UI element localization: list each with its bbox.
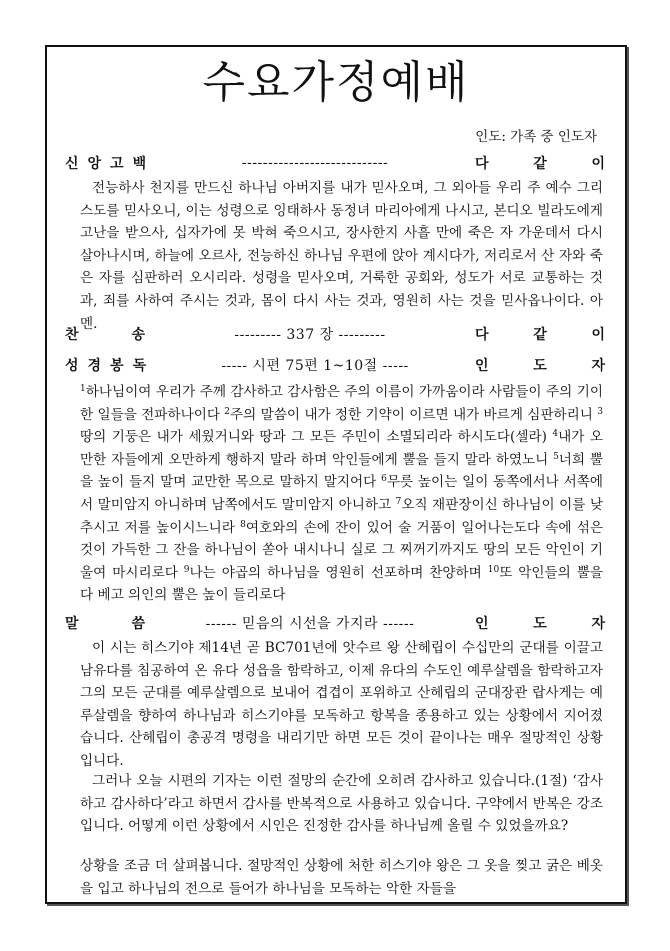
response-char: 인 xyxy=(475,616,489,632)
verse-text: 또 악인들의 뿔을 다 베고 의인의 뿔은 높이 들리로다 xyxy=(80,564,603,604)
verse-number: 9 xyxy=(183,564,190,575)
response-char: 도 xyxy=(533,616,547,632)
sermon-response xyxy=(475,613,605,633)
sermon-label-left: 말 xyxy=(65,616,79,632)
hymn-label xyxy=(65,324,145,344)
creed-text: 전능하사 천지를 만드신 하나님 아버지를 내가 믿사오며, 그 외아들 우리 주 예수 그리스도를 믿사오니, 이는 성령으로 잉태하사 동정녀 마리아에게 나시고, 본디오 빌라도에게 고난을 받으사, 십자가에 못 박혀 죽으시고, 장사한지 사흘 만에 죽은 자 가운데서 다시 살아나시며, 하늘에 오르사, 전능하신 하나님 우편에 앉아 계시다가, 저리로서 산 자와 죽은 자를 심판하러 오시리라. 성령을 믿사오며, 거룩한 공회와, 성도가 서로 교통하는 것과, 죄를 사하여 주시는 것과, 몸이 다시 사는 것과, 영원히 사는 것을 믿사옵나이다. 아멘. xyxy=(80,180,603,332)
verse-text: 땅의 기둥은 내가 세웠거니와 땅과 그 모든 주민이 소멸되리라 하시도다(셀라) xyxy=(80,429,553,446)
sermon-heading xyxy=(65,612,605,634)
hymn-label-left: 찬 xyxy=(65,327,79,343)
leader-line: 인도: 가족 중 인도자 xyxy=(475,129,597,145)
sermon-paragraph: 그러나 오늘 시편의 기자는 이런 절망의 순간에 오히려 감사하고 있습니다.(1절) ‘감사하고 감사하다’라고 하면서 감사를 반복적으로 사용하고 있습니다. 구약에서 반복은 강조입니다. 어떻게 이런 상황에서 시인은 진정한 감사를 하나님께 올릴 수 있었을까요? xyxy=(80,773,603,835)
verse-text: 내가 오만한 자들에게 오만하게 행하지 말라 하며 악인들에게 뿔을 들지 말라 하였노니 xyxy=(80,429,603,468)
response-char: 다 xyxy=(475,327,489,343)
response-char: 자 xyxy=(591,616,605,632)
sermon-paragraph: 상황을 조금 더 살펴봅니다. 절망적인 상황에 처한 히스기야 왕은 그 옷을 찢고 굵은 베옷을 입고 하나님의 전으로 들어가 하나님을 모독하는 악한 자들을 xyxy=(80,858,603,897)
reading-response xyxy=(475,355,605,375)
response-char: 같 xyxy=(533,156,547,172)
verse-number: 8 xyxy=(240,519,246,530)
page-title: 수요가정예배 xyxy=(202,57,470,108)
response-char: 다 xyxy=(475,156,489,172)
sermon-label xyxy=(65,613,145,633)
hymn-heading xyxy=(65,323,605,345)
scripture-text xyxy=(80,381,603,607)
creed-dashes: ---------------------------- xyxy=(241,155,389,171)
creed-response xyxy=(475,153,605,173)
verse-text: 여호와의 손에 잔이 있어 술 거품이 일어나는도다 속에 섞은 것이 가득한 그 잔을 하나님이 쏟아 내시나니 실로 그 찌꺼기까지도 땅의 모든 악인이 기울여 마시리로다 xyxy=(80,519,603,581)
verse-text: 무릇 높이는 일이 동쪽에서나 서쪽에서 말미암지 아니하며 남쪽에서도 말미암지 아니하고 xyxy=(80,474,604,513)
hymn-label-right: 송 xyxy=(131,327,145,343)
verse-number: 6 xyxy=(381,474,387,485)
sermon-title: ------ 믿음의 시선을 가지라 ------ xyxy=(205,616,415,632)
verse-number: 1 xyxy=(80,384,86,394)
verse-text: 하나님이여 우리가 주께 감사하고 감사함은 주의 이름이 가까움이라 사람들이 주의 기이한 일들을 전파하나이다 xyxy=(80,384,603,423)
hymn-response xyxy=(475,324,605,344)
reading-label: 성경봉독 xyxy=(65,358,156,374)
sermon-paragraph: 이 시는 히스기야 제14년 곧 BC701년에 앗수르 왕 산헤립이 수십만의 군대를 이끌고 남유다를 침공하여 온 유다 성읍을 함락하고, 이제 유다의 수도인 예루살렘을 함락하고자 그의 모든 군대를 예루살렘으로 보내어 겹겹이 포위하고 산헤립의 군대장관 랍사게는 예루살렘을 향하여 하나님과 히스기야를 모독하고 항복을 종용하고 있는 상황에서 지어졌습니다. 산헤립이 총공격 명령을 내리기만 하면 모든 것이 끝이나는 매우 절망적인 상황입니다. xyxy=(80,640,603,769)
response-char: 이 xyxy=(591,156,605,172)
verse-number: 3 xyxy=(597,406,603,417)
sermon-label-right: 씀 xyxy=(131,616,145,632)
creed-label: 신앙고백 xyxy=(65,156,156,172)
response-char: 같 xyxy=(533,327,547,343)
verse-number: 2 xyxy=(224,406,231,417)
hymn-number: --------- 337 장 --------- xyxy=(234,327,386,343)
verse-number: 5 xyxy=(553,451,559,462)
reading-reference: ----- 시편 75편 1~10절 ----- xyxy=(221,358,409,374)
reading-heading xyxy=(65,354,605,376)
verse-number: 7 xyxy=(395,496,402,507)
verse-text: 너희 뿔을 높이 들지 말며 교만한 목으로 말하지 말지어다 xyxy=(80,451,603,491)
response-char: 이 xyxy=(591,327,605,343)
verse-text: 주의 말씀이 내가 정한 기약이 이르면 내가 바르게 심판하리니 xyxy=(230,406,598,423)
response-char: 인 xyxy=(475,358,489,374)
response-char: 자 xyxy=(591,358,605,374)
verse-number: 4 xyxy=(552,429,559,440)
verse-text: 오직 재판장이신 하나님이 이를 낮추시고 저를 높이시느니라 xyxy=(80,496,603,536)
verse-text: 나는 야곱의 하나님을 영원히 선포하며 찬양하며 xyxy=(189,564,488,581)
creed-heading xyxy=(65,152,605,174)
bulletin-frame xyxy=(45,45,627,904)
response-char: 도 xyxy=(533,358,547,374)
verse-number: 10 xyxy=(487,564,500,575)
